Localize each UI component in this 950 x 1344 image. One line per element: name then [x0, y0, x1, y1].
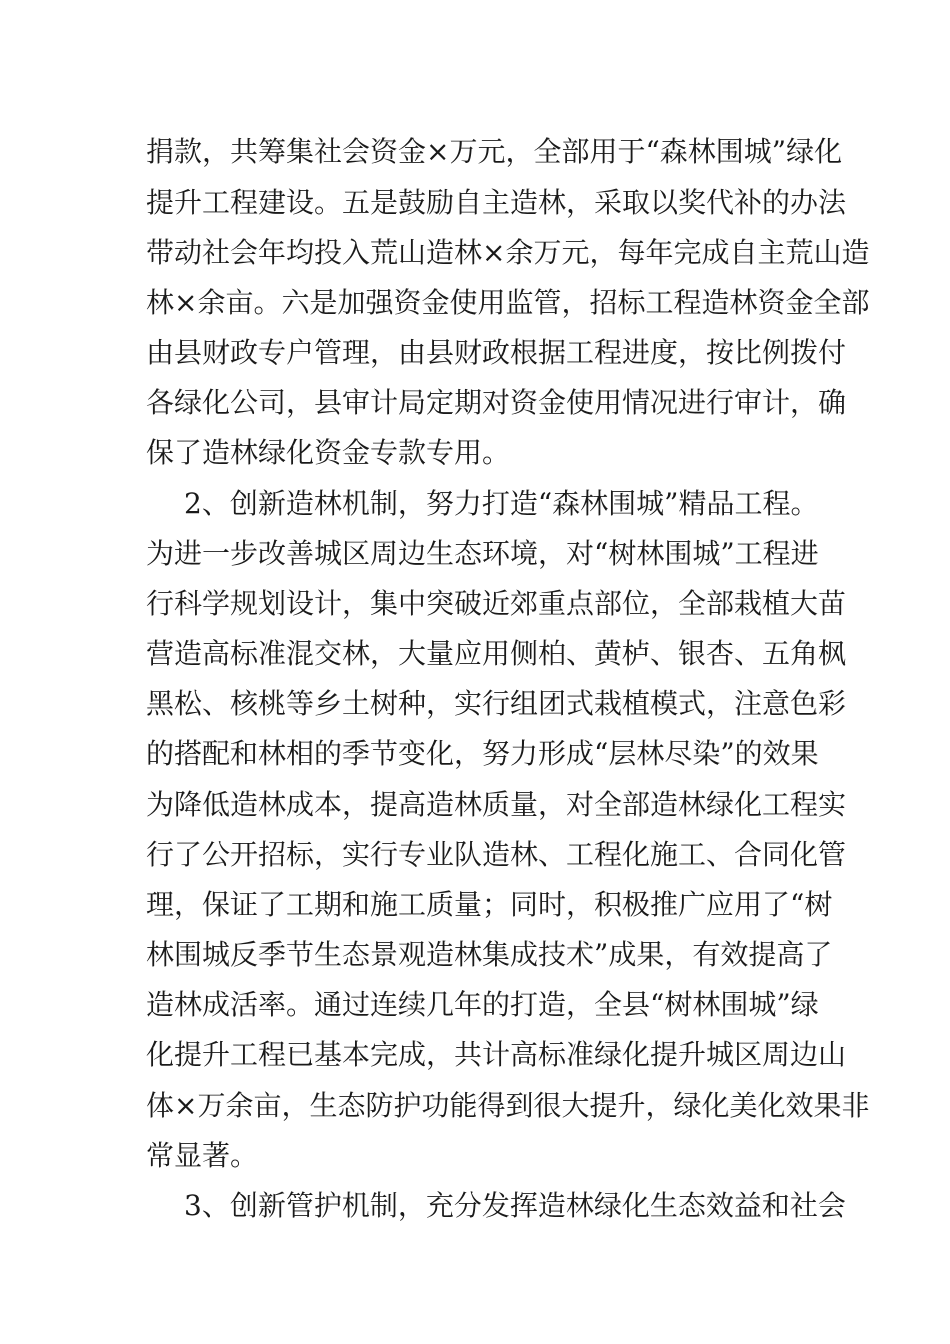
text-line: 保了造林绿化资金专款专用。	[146, 436, 511, 469]
text-line: 林×余亩。六是加强资金使用监管，招标工程造林资金全部	[146, 286, 870, 319]
text-line: 捐款，共筹集社会资金×万元，全部用于“森林围城”绿化	[146, 135, 843, 168]
text-line: 由县财政专户管理，由县财政根据工程进度，按比例拨付	[146, 336, 847, 369]
text-line: 体×万余亩，生态防护功能得到很大提升，绿化美化效果非	[146, 1089, 870, 1122]
text-line: 化提升工程已基本完成，共计高标准绿化提升城区周边山	[146, 1038, 847, 1071]
text-line: 行了公开招标，实行专业队造林、工程化施工、合同化管	[146, 838, 847, 871]
text-line: 理，保证了工期和施工质量；同时，积极推广应用了“树	[146, 888, 833, 921]
section-heading-line: 3、创新管护机制，充分发挥造林绿化生态效益和社会	[184, 1189, 846, 1222]
text-line: 的搭配和林相的季节变化，努力形成“层林尽染”的效果	[146, 737, 819, 770]
text-line: 黑松、核桃等乡土树种，实行组团式栽植模式，注意色彩	[146, 687, 847, 720]
text-line: 提升工程建设。五是鼓励自主造林，采取以奖代补的办法	[146, 186, 847, 219]
text-line: 行科学规划设计，集中突破近郊重点部位，全部栽植大苗	[146, 587, 847, 620]
text-line: 为降低造林成本，提高造林质量，对全部造林绿化工程实	[146, 788, 847, 821]
text-line: 林围城反季节生态景观造林集成技术”成果，有效提高了	[146, 938, 833, 971]
section-heading-line: 2、创新造林机制，努力打造“森林围城”精品工程。	[184, 487, 819, 520]
text-line: 造林成活率。通过连续几年的打造，全县“树林围城”绿	[146, 988, 819, 1021]
text-line: 各绿化公司，县审计局定期对资金使用情况进行审计，确	[146, 386, 847, 419]
text-line: 带动社会年均投入荒山造林×余万元，每年完成自主荒山造	[146, 236, 870, 269]
text-line: 营造高标准混交林，大量应用侧柏、黄栌、银杏、五角枫	[146, 637, 847, 670]
text-line: 常显著。	[146, 1139, 259, 1172]
text-line: 为进一步改善城区周边生态环境，对“树林围城”工程进	[146, 537, 819, 570]
